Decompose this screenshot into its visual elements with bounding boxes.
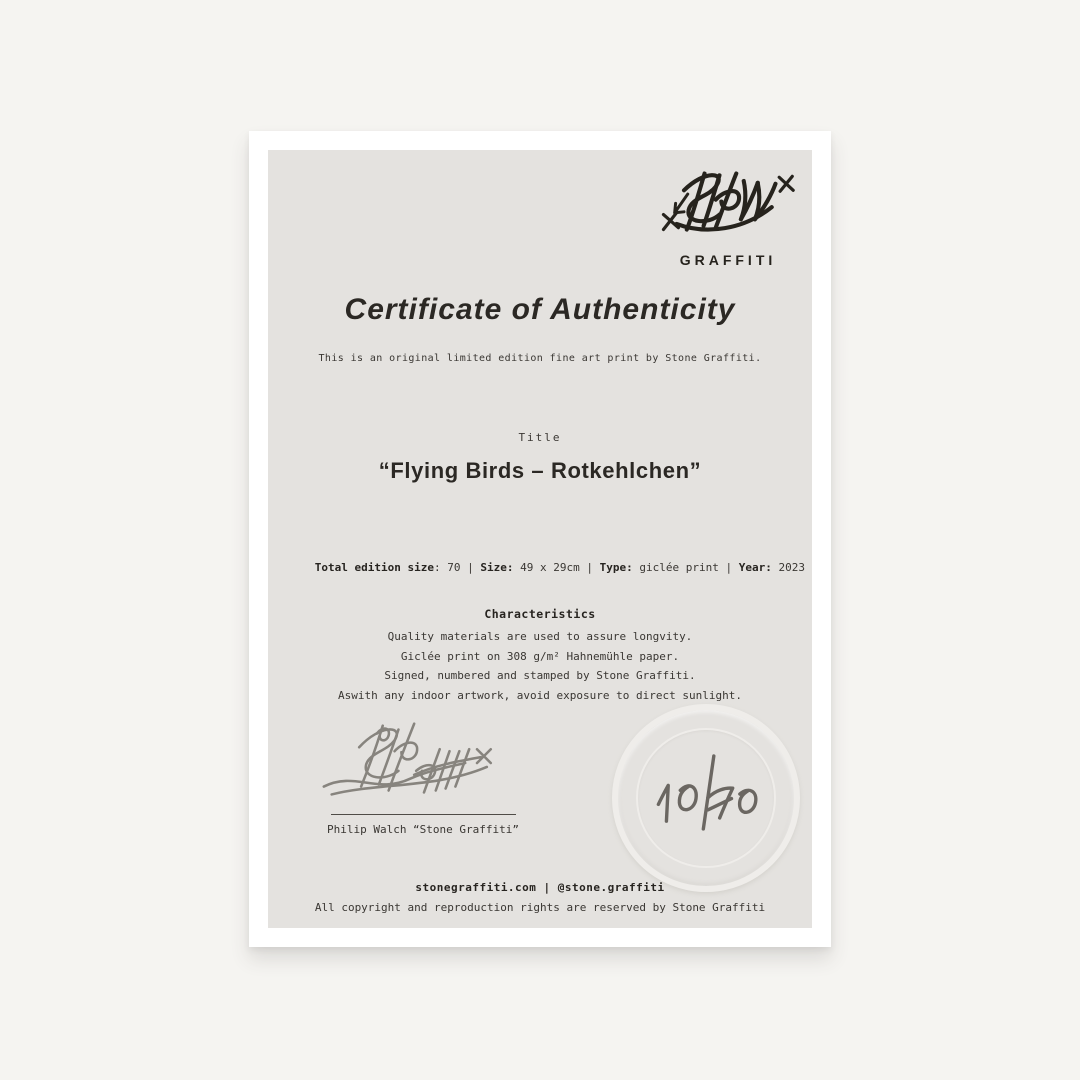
edition-value-size: 49 x 29cm	[513, 561, 580, 574]
edition-separator: |	[718, 561, 739, 574]
certificate-intro: This is an original limited edition fine art print by Stone Graffiti.	[318, 353, 762, 364]
footer-copyright: All copyright and reproduction rights are reserved by Stone Graffiti	[314, 901, 766, 914]
certificate-card	[249, 131, 831, 947]
edition-number-handwriting	[636, 750, 776, 846]
edition-value-year: 2023	[771, 561, 805, 574]
signature-name: Philip Walch “Stone Graffiti”	[326, 823, 520, 836]
brand-wordmark: GRAFFITI	[679, 252, 777, 268]
characteristics-line: Quality materials are used to assure longvity.	[387, 630, 693, 643]
tag-star-right	[779, 176, 793, 191]
edition-label-type: Type:	[599, 561, 633, 574]
tag-scrawl	[675, 174, 776, 230]
characteristics-line: Signed, numbered and stamped by Stone Graffiti.	[384, 669, 696, 682]
characteristics-line: Giclée print on 308 g/m² Hahnemühle paper.	[400, 649, 680, 663]
edition-value-type: giclée print	[632, 561, 719, 574]
certificate-panel	[268, 150, 812, 928]
signature-block	[298, 708, 548, 836]
edition-label-year: Year:	[738, 561, 772, 574]
certificate-heading: Certificate of Authenticity	[344, 293, 736, 326]
characteristics-line: Aswith any indoor artwork, avoid exposure to direct sunlight.	[338, 688, 742, 702]
footer-links: stonegraffiti.com | @stone.graffiti	[415, 881, 665, 894]
edition-separator: |	[460, 561, 481, 574]
characteristics-list	[268, 627, 812, 705]
tag-star-left	[663, 213, 678, 230]
edition-value-total: : 70	[434, 561, 461, 574]
edition-separator: |	[579, 561, 600, 574]
artwork-title: “Flying Birds – Rotkehlchen”	[378, 458, 702, 483]
signature-scrawl-icon	[317, 708, 529, 818]
edition-label-total: Total edition size	[314, 561, 434, 574]
brand-logo	[656, 166, 796, 268]
edition-info	[268, 548, 812, 587]
graffiti-tag-icon	[656, 166, 796, 252]
edition-label-size: Size:	[480, 561, 514, 574]
edition-stamp	[612, 704, 800, 892]
characteristics-heading: Characteristics	[484, 607, 596, 621]
title-label: Title	[518, 431, 562, 444]
